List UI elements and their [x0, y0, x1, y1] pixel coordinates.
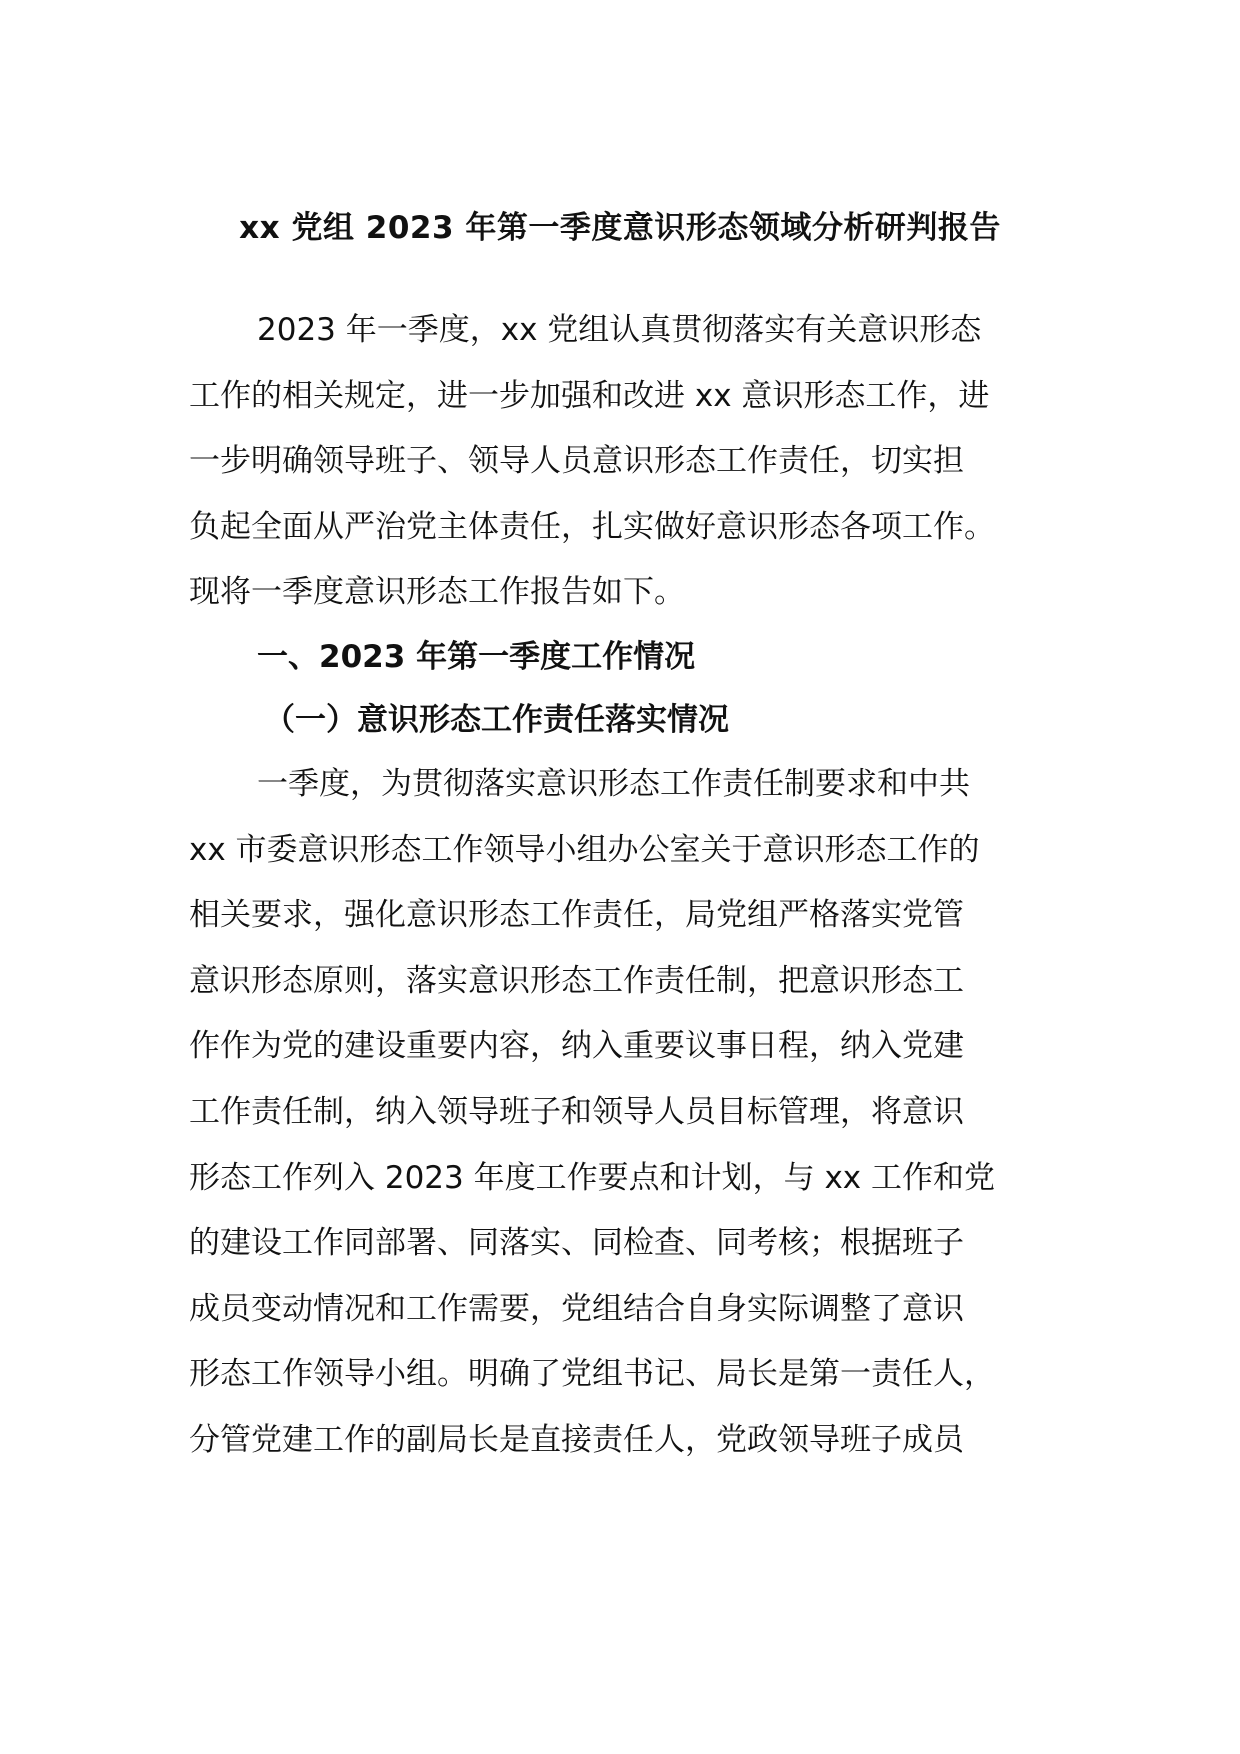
paragraph-line: 现将一季度意识形态工作报告如下。 — [189, 574, 685, 611]
paragraph-line: 相关要求，强化意识形态工作责任，局党组严格落实党管 — [189, 897, 964, 934]
document-title: xx 党组 2023 年第一季度意识形态领域分析研判报告 — [239, 210, 1001, 246]
paragraph-line: 形态工作领导小组。明确了党组书记、局长是第一责任人， — [189, 1356, 995, 1393]
paragraph-line: xx 市委意识形态工作领导小组办公室关于意识形态工作的 — [189, 831, 980, 868]
paragraph-line: 工作的相关规定，进一步加强和改进 xx 意识形态工作，进 — [189, 377, 990, 414]
paragraph-line: 一季度，为贯彻落实意识形态工作责任制要求和中共 — [257, 765, 970, 802]
paragraph-line: 形态工作列入 2023 年度工作要点和计划，与 xx 工作和党 — [189, 1159, 995, 1196]
paragraph-line: 负起全面从严治党主体责任，扎实做好意识形态各项工作。 — [189, 508, 995, 545]
section-heading: 一、2023 年第一季度工作情况 — [257, 638, 696, 675]
paragraph-line: 一步明确领导班子、领导人员意识形态工作责任，切实担 — [189, 443, 964, 480]
paragraph-line: 作作为党的建设重要内容，纳入重要议事日程，纳入党建 — [189, 1028, 964, 1065]
paragraph-line: 成员变动情况和工作需要，党组结合自身实际调整了意识 — [189, 1290, 964, 1327]
paragraph-line: 分管党建工作的副局长是直接责任人，党政领导班子成员 — [189, 1421, 964, 1458]
paragraph-line: 工作责任制，纳入领导班子和领导人员目标管理，将意识 — [189, 1093, 964, 1130]
paragraph-line: 的建设工作同部署、同落实、同检查、同考核；根据班子 — [189, 1225, 964, 1262]
paragraph-line: 2023 年一季度，xx 党组认真贯彻落实有关意识形态 — [257, 312, 982, 348]
document-body — [189, 298, 1059, 1474]
subsection-heading: （一）意识形态工作责任落实情况 — [264, 701, 729, 738]
paragraph-line: 意识形态原则，落实意识形态工作责任制，把意识形态工 — [189, 962, 964, 999]
